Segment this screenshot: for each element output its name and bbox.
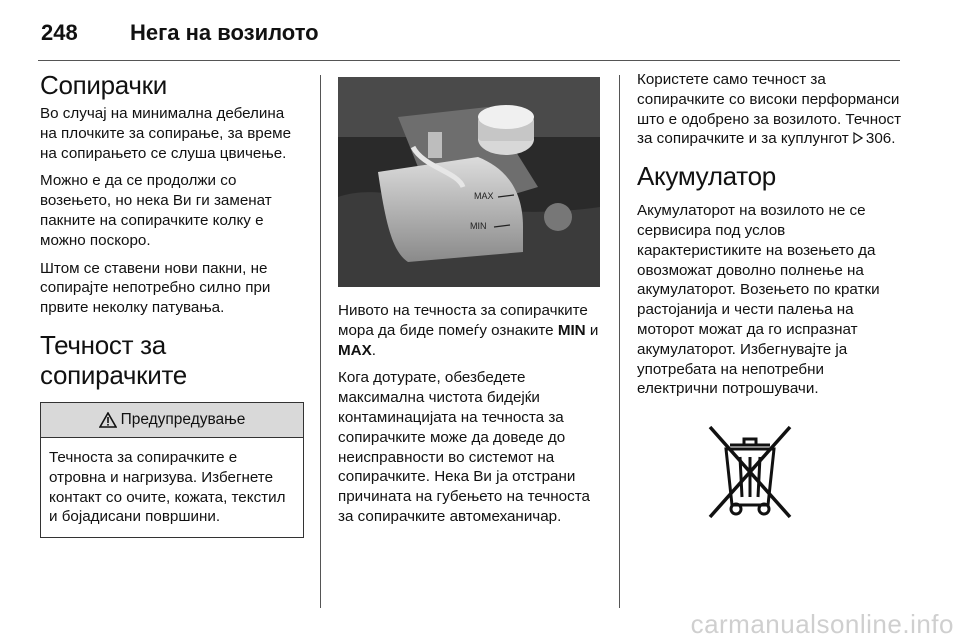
fluid-spec-paragraph [637,70,903,149]
crossed-out-bin-icon [702,419,798,523]
left-column [40,70,304,538]
brakes-paragraph-1: Во случај на минимална дебелина на плочките за сопирање, за време на сопирањето се слуша цвичење. [40,105,292,162]
reservoir-illustration [338,77,600,287]
fluid-spec-text: Користете само течност за сопирачките со високи перформанси што е одобрено за возилото. Течност за сопирачките и за куплунгот [637,71,902,148]
brake-fluid-reservoir-photo [338,77,600,287]
max-mark-label: MAX [474,191,494,201]
brakes-paragraph-2: Можно е да се продолжи со возењето, но нека Ви ги заменат пакните на сопирачките колку е можно поскоро. [40,172,272,249]
min-mark-label: MIN [470,221,487,231]
battery-heading: Акумулатор [637,161,776,192]
page-number: 248 [41,20,78,45]
page-header [38,16,918,56]
caption-text: Нивото на течноста за сопирачките мора да биде помеѓу ознаките [338,302,588,339]
max-mark: MAX [338,341,372,359]
caption-and: и [585,321,599,339]
warning-box [40,402,304,538]
watermark: carmanualsonline.info [690,609,954,639]
section-title: Нега на возилото [130,20,319,45]
battery-paragraph: Акумулаторот на возилото не се сервисира под услов карактеристиките на возењето да овозможат доволно полнење на акумулаторот. Возењето по кратки растојанија и чести палења на моторот можат да го испразнат акумулаторот. Избегнувајте ја употребата на непотребни електрични потрошувачи. [637,202,880,398]
column-divider-1 [320,75,321,608]
warning-title: Предупредување [120,411,246,429]
header-divider [38,60,900,61]
right-column [637,70,903,523]
warning-header [41,403,303,438]
caption-end: . [371,341,376,359]
brakes-paragraph-3: Штом се ставени нови пакни, не сопирајте непотребно силно при првите неколку патувања. [40,259,271,317]
page-reference: 306. [865,130,896,148]
topping-up-paragraph: Кога дотурате, обезбедете максимална чистота бидејќи контаминацијата на течноста за сопирачките може да доведе до неисправности во системот на сопирачките. Нека Ви ја отстрани причината на губењето на течноста за сопирачките автомеханичар. [338,369,590,525]
warning-triangle-icon [99,412,117,428]
column-divider-2 [619,75,620,608]
fluid-level-caption [338,301,604,360]
brakes-heading: Сопирачки [40,70,167,100]
warning-text: Течноста за сопирачките е отровна и нагризува. Избегнете контакт со очите, кожата, текстил и бојадисани површини. [49,448,286,526]
arrow-reference-icon [853,132,863,144]
min-mark: MIN [557,321,586,339]
middle-column [338,77,604,535]
brake-fluid-heading: Течност за сопирачките [40,329,187,390]
